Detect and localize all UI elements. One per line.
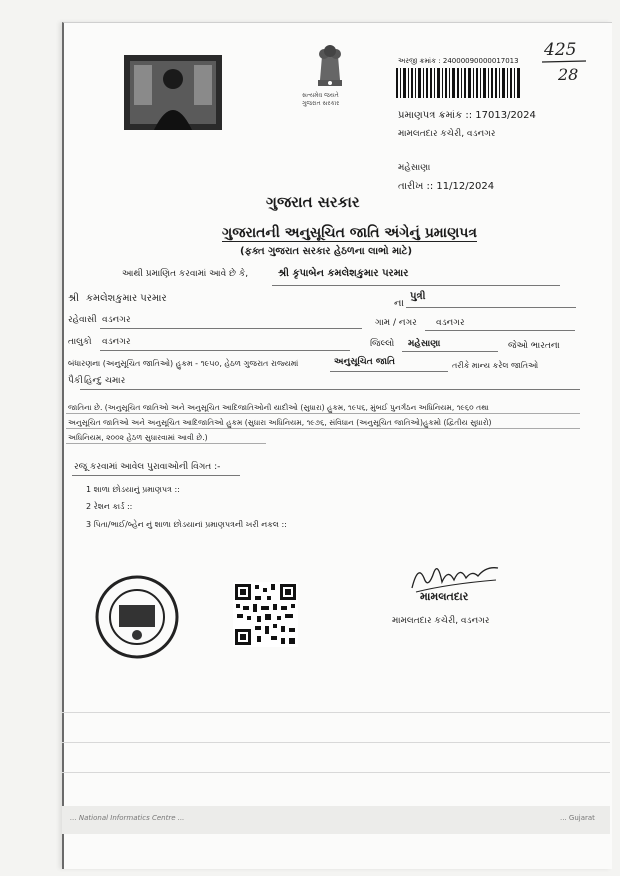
india-text: જેઓ ભારતના [508,341,560,351]
issue-date: તારીખ :: 11/12/2024 [398,181,495,192]
holder-name: શ્રી કૃપાબેન કમલેશકુમાર પરમાર [278,268,409,279]
barcode [396,68,520,98]
footer-left: ... National Informatics Centre ... [70,814,185,822]
para-line-2: અનુસૂચિત જાતિઓ અને અનુસૂચિત આદિજાતિઓ હુકમ (સુધારા અધિનિયમ, ૧૯૭૬, સંવિધાન (અનુસૂચિત જાતિઓ)હુકમો (દ્વિતીય સુધારો) [68,418,492,427]
taluka-label: તાલુકો [68,337,92,347]
father-name: કમલેશકુમાર પરમાર [86,293,167,304]
evidence-item-1: 1 શાળા છોડયાનું પ્રમાણપત્ર :: [86,485,180,494]
emblem-caption-2: ગુજરાત સરકાર [302,100,340,107]
signatory-designation: મામલતદાર [420,590,469,603]
evidence-item-3: 3 પિતા/ભાઈ/બ્હેન નું શાળા છોડયાનાં પ્રમાણપત્રની ખરી નકલ :: [86,520,287,529]
emblem-caption-1: સત્યમેવ જયતે [302,92,339,99]
qr-code [233,582,298,647]
certificate-title: ગુજરાતની અનુસૂચિત જાતિ અંગેનું પ્રમાણપત્ર [222,225,478,241]
para-line-1: જાતિના છે. (અનુસૂચિત જાતિઓ અને અનુસૂચિત આદિજાતિઓની યાદીઓ (સુધારા) હુકમ, ૧૯૫૬, મુંબઈ પુનર્ગઠન અધિનિયમ, ૧૯૬૦ તથા [68,403,489,412]
taluka-value: વડનગર [102,337,131,347]
relation-value: પુત્રી [410,291,426,302]
certificate-subtitle: (ફક્ત ગુજરાત સરકાર હેઠળના લાભો માટે) [240,246,413,257]
signatory-office: મામલતદાર કચેરી, વડનગર [392,616,490,626]
district-label: જિલ્લો [370,339,395,349]
resident-value: વડનગર [102,315,131,325]
shri-label: શ્રી [68,293,80,304]
applicant-photo [124,55,222,130]
district-value: મહેસાણા [408,339,441,349]
header-office: મામલતદાર કચેરી, વડનગર [398,129,496,139]
evidence-item-2: 2 રેશન કાર્ડ :: [86,502,133,511]
header-district: મહેસાણા [398,163,431,173]
footer-right: ... Gujarat [560,814,595,822]
na-label: ના [394,298,404,309]
handwritten-no-bottom: 28 [558,65,579,84]
recognized-text: તરીકે માન્ય કરેલ જાતિઓ [452,361,539,370]
handwritten-no-top: 425 [544,40,577,60]
resident-label: રહેવાસી [68,315,97,325]
certificate-number: પ્રમાણપત્ર ક્રમાંક :: 17013/2024 [398,110,536,121]
village-label: ગામ / નગર [375,318,417,328]
subcaste-value: હિન્દુ ચમાર [84,376,126,386]
subcaste-label: પૈકી [68,376,83,386]
legal-paragraph [68,400,492,445]
handwritten-number [540,38,590,90]
official-stamp-icon [95,575,180,660]
sc-label: અનુસૂચિત જાતિ [334,357,395,367]
emblem-icon [300,40,360,110]
village-value: વડનગર [436,318,465,328]
application-number: અરજી ક્રમાંક : 24000090000017013 [398,57,519,65]
constitution-text: બંધારણના (અનુસૂચિત જાતિઓ) હુકમ - ૧૯૫૦, હેઠળ ગુજરાત રાજ્યમાં [68,359,299,368]
government-heading: ગુજરાત સરકાર [266,193,360,211]
certify-text: આથી પ્રમાણિત કરવામાં આવે છે કે, [122,269,249,279]
evidence-heading: રજૂ કરવામાં આવેલ પુરાવાઓની વિગત :- [74,462,221,472]
para-line-3: અધિનિયમ, ૨૦૦૨ હેઠળ સુધારવામાં આવી છે.) [68,433,208,442]
